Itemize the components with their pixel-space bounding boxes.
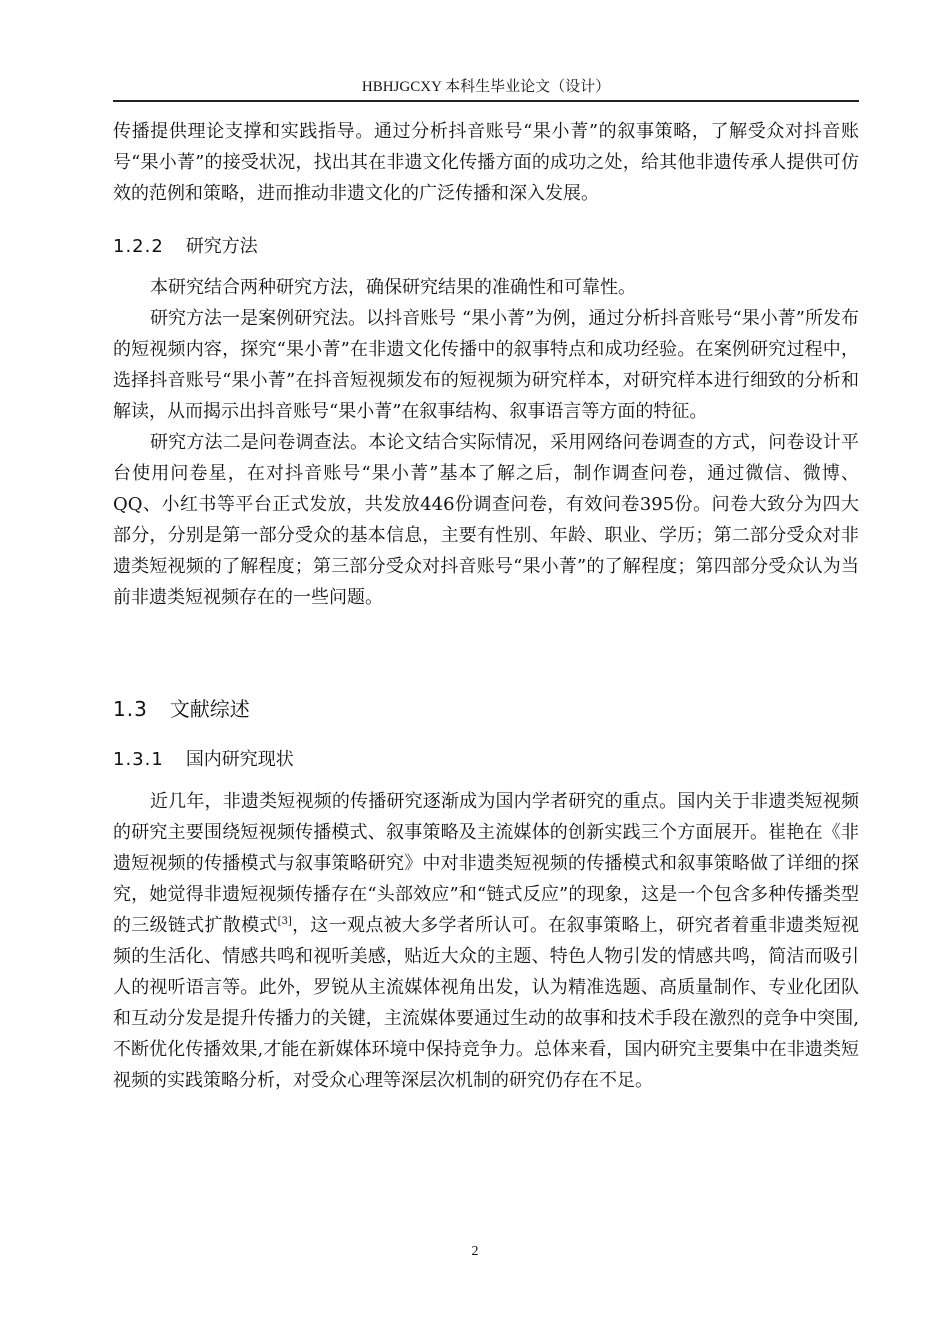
heading-1-2-2 bbox=[113, 234, 258, 260]
citation-ref[interactable]: [3] bbox=[277, 916, 292, 927]
heading-1-3-1 bbox=[113, 747, 294, 773]
paragraph-text: 近几年，非遗类短视频的传播研究逐渐成为国内学者研究的重点。国内关于非遗类短视频的研究主要围绕短视频传播模式、叙事策略及主流媒体的创新实践三个方面展开。崔艳在《非遗短视频的传播模式与叙事策略研究》中对非遗类短视频的传播模式和叙事策略做了详细的探究，她觉得非遗短视频传播存在“头部效应”和“链式反应”的现象，这是一个包含多种传播类型的三级链式扩散模式 bbox=[113, 791, 859, 936]
heading-title: 研究方法 bbox=[185, 236, 258, 257]
paragraph bbox=[113, 786, 859, 1096]
section-1-2-2-body bbox=[113, 272, 859, 613]
section-1-3-1-body bbox=[113, 786, 859, 1096]
header-rule bbox=[113, 100, 859, 102]
paragraph: 研究方法二是问卷调查法。本论文结合实际情况，采用网络问卷调查的方式，问卷设计平台使用问卷星，在对抖音账号“果小菁”基本了解之后，制作调查问卷，通过微信、微博、QQ、小红书等平台正式发放，共发放446份调查问卷，有效问卷395份。问卷大致分为四大部分，分别是第一部分受众的基本信息，主要有性别、年龄、职业、学历；第二部分受众对非遗类短视频的了解程度；第三部分受众对抖音账号“果小菁”的了解程度；第四部分受众认为当前非遗类短视频存在的一些问题。 bbox=[113, 432, 859, 608]
paragraph: 本研究结合两种研究方法，确保研究结果的准确性和可靠性。 bbox=[150, 277, 636, 298]
paragraph-text: ，这一观点被大多学者所认可。在叙事策略上，研究者着重非遗类短视频的生活化、情感共鸣和视听美感，贴近大众的主题、特色人物引发的情感共鸣，简洁而吸引人的视听语言等。此外，罗锐从主流媒体视角出发，认为精准选题、高质量制作、专业化团队和互动分发是提升传播力的关键，主流媒体要通过生动的故事和技术手段在激烈的竞争中突围,不断优化传播效果,才能在新媒体环境中保持竞争力。总体来看，国内研究主要集中在非遗类短视频的实践策略分析，对受众心理等深层次机制的研究仍存在不足。 bbox=[113, 915, 860, 1091]
intro-block bbox=[113, 116, 859, 209]
heading-number: 1.3 bbox=[113, 697, 148, 721]
heading-number: 1.3.1 bbox=[113, 749, 164, 770]
page-number: 2 bbox=[471, 1244, 479, 1259]
intro-paragraph: 传播提供理论支撑和实践指导。通过分析抖音账号“果小菁”的叙事策略，了解受众对抖音账号“果小菁”的接受状况，找出其在非遗文化传播方面的成功之处，给其他非遗传承人提供可仿效的范例和策略，进而推动非遗文化的广泛传播和深入发展。 bbox=[113, 121, 859, 204]
heading-title: 国内研究现状 bbox=[185, 749, 294, 770]
heading-title: 文献综述 bbox=[169, 697, 250, 721]
heading-number: 1.2.2 bbox=[113, 236, 164, 257]
heading-1-3 bbox=[113, 695, 250, 723]
page-header: HBHJGCXY 本科生毕业论文（设计） bbox=[361, 79, 611, 95]
paragraph: 研究方法一是案例研究法。以抖音账号 “果小菁”为例，通过分析抖音账号“果小菁”所发布的短视频内容，探究“果小菁”在非遗文化传播中的叙事特点和成功经验。在案例研究过程中，选择抖音账号“果小菁”在抖音短视频发布的短视频为研究样本，对研究样本进行细致的分析和解读，从而揭示出抖音账号“果小菁”在叙事结构、叙事语言等方面的特征。 bbox=[113, 308, 859, 422]
